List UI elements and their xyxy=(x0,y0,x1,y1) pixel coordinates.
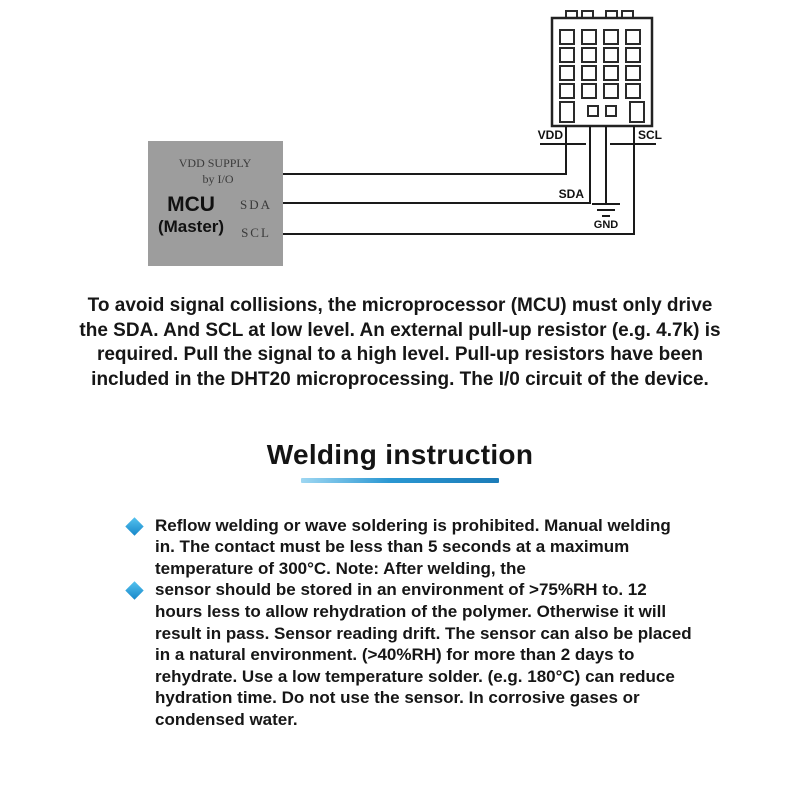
mcu-subtitle: (Master) xyxy=(157,217,225,236)
title-underline xyxy=(301,478,499,483)
sensor-body xyxy=(552,11,652,126)
diamond-bullet-icon xyxy=(125,517,143,535)
wire-scl xyxy=(283,126,656,234)
sensor-pin-sda-label: SDA xyxy=(558,187,584,201)
ground-symbol-icon xyxy=(592,204,620,216)
wire-gnd xyxy=(592,126,620,216)
bullet-text: Reflow welding or wave soldering is prohibited. Manual welding in. The contact must be less than 5 seconds at a maximum temperature of 300°C. Note: After welding, the xyxy=(155,515,671,578)
list-item xyxy=(128,515,698,580)
mcu-supply-label-2: by I/O xyxy=(202,172,234,186)
mcu-pin-sda-label: SDA xyxy=(239,197,273,212)
mcu-pin-scl-label: SCL xyxy=(241,225,271,240)
diamond-bullet-icon xyxy=(125,582,143,600)
sensor-pin-vdd-label: VDD xyxy=(537,128,563,142)
wiring-diagram xyxy=(0,6,800,286)
section-title: Welding instruction xyxy=(266,438,534,470)
mcu-supply-label: VDD SUPPLY xyxy=(178,156,252,170)
sensor-pin-gnd-label: GND xyxy=(593,219,619,231)
mcu-box xyxy=(148,141,283,266)
list-item xyxy=(128,579,698,730)
description-text: To avoid signal collisions, the microprocessor (MCU) must only drive the SDA. And SCL at low level. An external pull-up resistor (e.g. 4.7k) is required. Pull the signal to a high level. Pull-up resistors have been included in the DHT20 microprocessing. The I/0 circuit of the device. xyxy=(79,295,721,391)
sensor-pin-scl-label: SCL xyxy=(638,128,662,142)
bullet-list xyxy=(128,515,698,731)
bullet-text: sensor should be stored in an environment of >75%RH to. 12 hours less to allow rehydration of the polymer. Otherwise it will result in pass. Sensor reading drift. The sensor can also be placed in a natural environment. (>40%RH) for more than 2 days to rehydrate. Use a low temperature solder. (e.g. 180°C) can reduce hydration time. Do not use the sensor. In corrosive gases or condensed water. xyxy=(155,580,692,729)
section-header xyxy=(0,439,800,483)
mcu-title: MCU xyxy=(167,193,215,216)
